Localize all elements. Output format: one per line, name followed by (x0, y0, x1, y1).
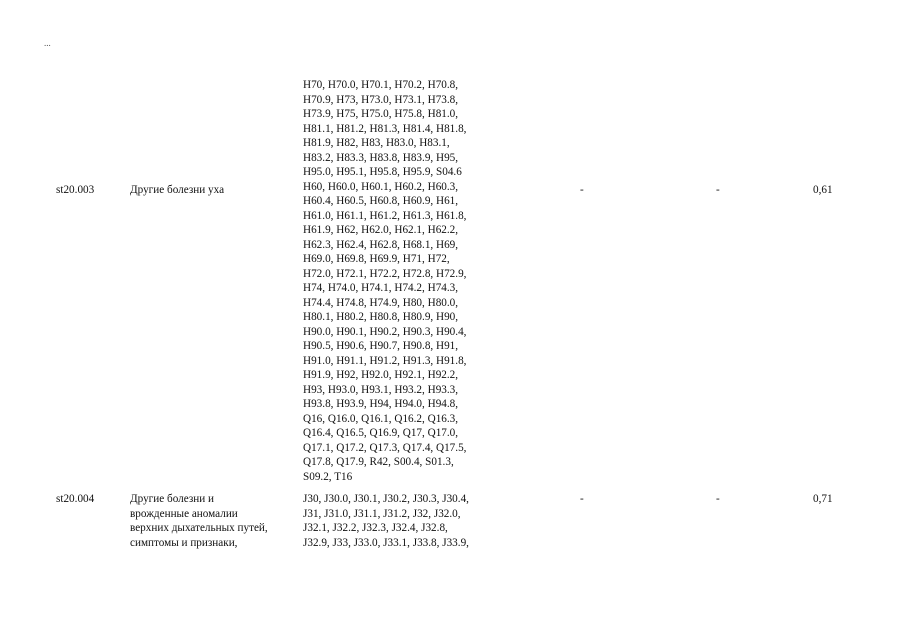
cost-coefficient: 0,71 (813, 493, 833, 505)
procedure-code: - (580, 493, 584, 505)
procedure-code: - (580, 184, 584, 196)
page-marker: ... (44, 38, 51, 48)
icd-codes: J30, J30.0, J30.1, J30.2, J30.3, J30.4, J31, J31.0, J31.1, J31.2, J32, J32.0, J32.1, J32.2, J32.3, J32.4, J32.8, J32.9, J33, J33.0, J33.1, J33.8, J33.9, (303, 493, 469, 549)
cost-coefficient: 0,61 (813, 184, 833, 196)
ksg-name: Другие болезни уха (130, 184, 225, 196)
additional-criteria: - (716, 184, 720, 196)
ksg-code: st20.003 (56, 184, 95, 196)
ksg-name: Другие болезни и врожденные аномалии верхних дыхательных путей, симптомы и признаки, (130, 493, 268, 549)
icd-codes: H70, H70.0, H70.1, H70.2, H70.8, H70.9, H73, H73.0, H73.1, H73.8, H73.9, H75, H75.0, H75.8, H81.0, H81.1, H81.2, H81.3, H81.4, H81.8, H81.9, H82, H83, H83.0, H83.1, H83.2, H83.3, H83.8, H83.9, H95, H95.0, H95.1, H95.8, H95.9, S04.6 H60, H60.0, H60.1, H60.2, H60.3, H60.4, H60.5, H60.8, H60.9, H61, H61.0, H61.1, H61.2, H61.3, H61.8, H61.9, H62, H62.0, H62.1, H62.2, H62.3, H62.4, H62.8, H68.1, H69, H69.0, H69.8, H69.9, H71, H72, H72.0, H72.1, H72.2, H72.8, H72.9, H74, H74.0, H74.1, H74.2, H74.3, H74.4, H74.8, H74.9, H80, H80.0, H80.1, H80.2, H80.8, H80.9, H90, H90.0, H90.1, H90.2, H90.3, H90.4, H90.5, H90.6, H90.7, H90.8, H91, H91.0, H91.1, H91.2, H91.3, H91.8, H91.9, H92, H92.0, H92.1, H92.2, H93, H93.0, H93.1, H93.2, H93.3, H93.8, H93.9, H94, H94.0, H94.8, Q16, Q16.0, Q16.1, Q16.2, Q16.3, Q16.4, Q16.5, Q16.9, Q17, Q17.0, Q17.1, Q17.2, Q17.3, Q17.4, Q17.5, Q17.8, Q17.9, R42, S00.4, S01.3, S09.2, T16 (303, 79, 467, 483)
ksg-code: st20.004 (56, 493, 95, 505)
additional-criteria: - (716, 493, 720, 505)
